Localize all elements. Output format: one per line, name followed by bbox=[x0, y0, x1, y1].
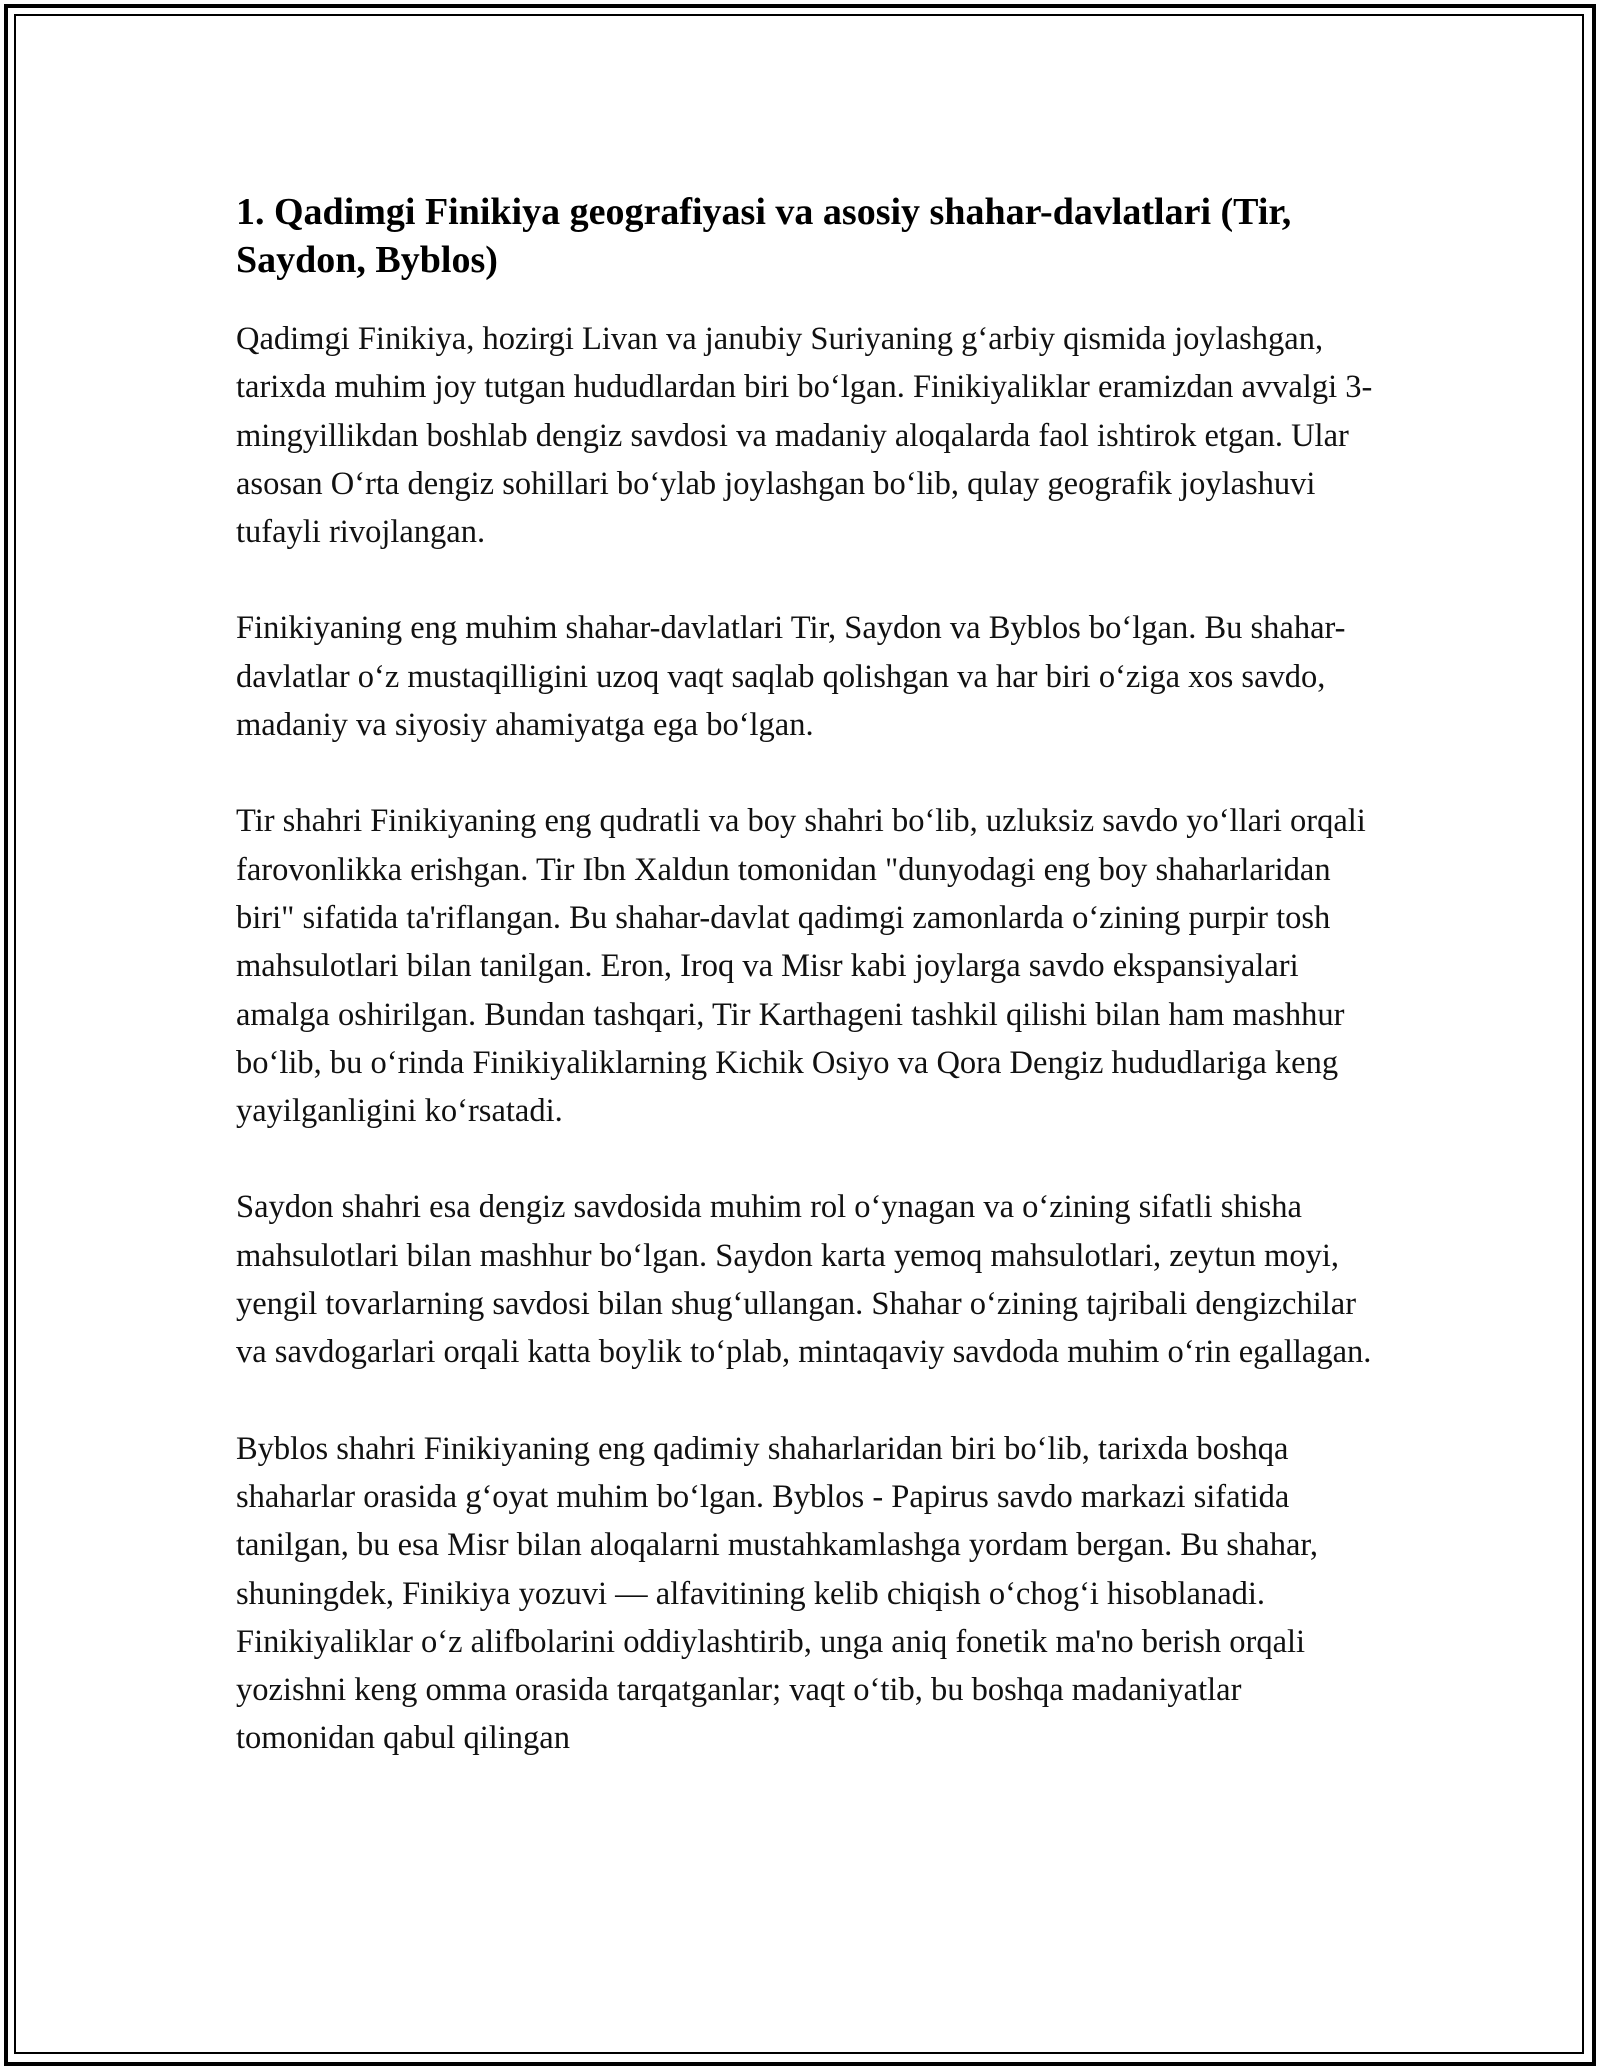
paragraph-byblos: Byblos shahri Finikiyaning eng qadimiy shaharlaridan biri bo‘lib, tarixda boshqa shaharlar orasida g‘oyat muhim bo‘lgan. Byblos - Papirus savdo markazi sifatida tanilgan, bu esa Misr bilan aloqalarni mustahkamlashga yordam bergan. Bu shahar, shuningdek, Finikiya yozuvi — alfavitining kelib chiqish o‘chog‘i hisoblanadi. Finikiyaliklar o‘z alifbolarini oddiylashtirib, unga aniq fonetik ma'no berish orqali yozishni keng omma orasida tarqatganlar; vaqt o‘tib, bu boshqa madaniyatlar tomonidan qabul qilingan bbox=[236, 1430, 1319, 1757]
document-body bbox=[236, 188, 1376, 1811]
section-heading: 1. Qadimgi Finikiya geografiyasi va asosiy shahar-davlatlari (Tir, Saydon, Byblos) bbox=[236, 191, 1292, 281]
paragraph-saydon: Saydon shahri esa dengiz savdosida muhim rol o‘ynagan va o‘zining sifatli shisha mahsulotlari bilan mashhur bo‘lgan. Saydon karta yemoq mahsulotlari, zeytun moyi, yengil tovarlarning savdosi bilan shug‘ullangan. Shahar o‘zining tajribali dengizchilar va savdogarlari orqali katta boylik to‘plab, mintaqaviy savdoda muhim o‘rin egallagan. bbox=[236, 1189, 1372, 1371]
paragraph-intro: Qadimgi Finikiya, hozirgi Livan va janubiy Suriyaning g‘arbiy qismida joylashgan, tarixda muhim joy tutgan hududlardan biri bo‘lgan. Finikiyaliklar eramizdan avvalgi 3-mingyillikdan boshlab dengiz savdosi va madaniy aloqalarda faol ishtirok etgan. Ular asosan O‘rta dengiz sohillari bo‘ylab joylashgan bo‘lib, qulay geografik joylashuvi tufayli rivojlangan. bbox=[236, 321, 1373, 551]
paragraph-city-states: Finikiyaning eng muhim shahar-davlatlari Tir, Saydon va Byblos bo‘lgan. Bu shahar-davlatlar o‘z mustaqilligini uzoq vaqt saqlab qolishgan va har biri o‘ziga xos savdo, madaniy va siyosiy ahamiyatga ega bo‘lgan. bbox=[236, 610, 1346, 744]
paragraph-tir: Tir shahri Finikiyaning eng qudratli va boy shahri bo‘lib, uzluksiz savdo yo‘llari orqali farovonlikka erishgan. Tir Ibn Xaldun tomonidan "dunyodagi eng boy shaharlaridan biri" sifatida ta'riflangan. Bu shahar-davlat qadimgi zamonlarda o‘zining purpir tosh mahsulotlari bilan tanilgan. Eron, Iroq va Misr kabi joylarga savdo ekspansiyalari amalga oshirilgan. Bundan tashqari, Tir Karthageni tashkil qilishi bilan ham mashhur bo‘lib, bu o‘rinda Finikiyaliklarning Kichik Osiyo va Qora Dengiz hududlariga keng yayilganligini ko‘rsatadi. bbox=[236, 803, 1366, 1130]
